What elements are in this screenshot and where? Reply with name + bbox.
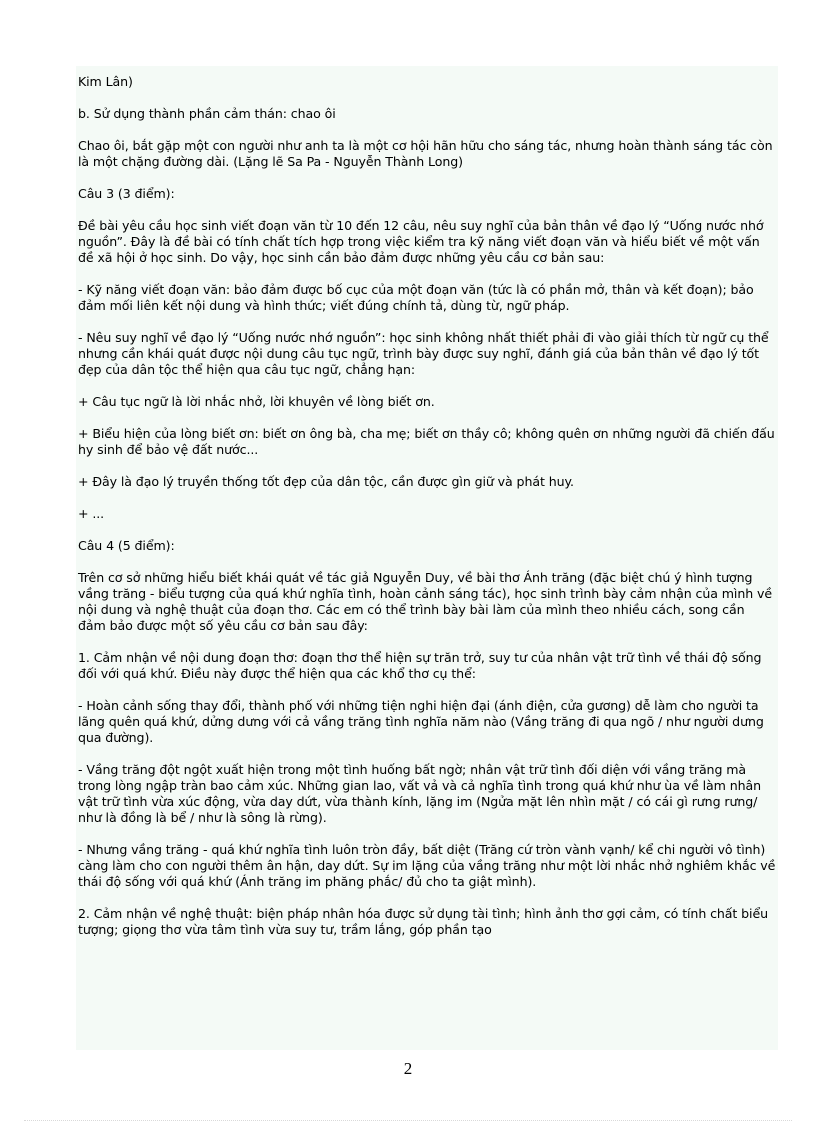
paragraph-2: b. Sử dụng thành phần cảm thán: chao ôi xyxy=(78,106,336,121)
paragraph-14: 1. Cảm nhận về nội dung đoạn thơ: đoạn thơ thể hiện sự trăn trở, suy tư của nhân vật trữ tình về thái độ sống đối với quá khứ. Điều này được thể hiện qua các khổ thơ cụ thể: xyxy=(78,650,762,681)
document-body xyxy=(76,66,778,1050)
page-bottom-divider xyxy=(24,1120,792,1121)
paragraph-15: - Hoàn cảnh sống thay đổi, thành phố với những tiện nghi hiện đại (ánh điện, cửa gương) dễ làm cho người ta lãng quên quá khứ, dửng dưng với cả vầng trăng tình nghĩa năm nào (Vầng trăng đi qua ngõ / như người dưng qua đường). xyxy=(78,698,764,745)
paragraph-6: - Kỹ năng viết đoạn văn: bảo đảm được bố cục của một đoạn văn (tức là có phần mở, thân và kết đoạn); bảo đảm mối liên kết nội dung và hình thức; viết đúng chính tả, dùng từ, ngữ pháp. xyxy=(78,282,754,313)
paragraph-5: Đề bài yêu cầu học sinh viết đoạn văn từ 10 đến 12 câu, nêu suy nghĩ của bản thân về đạo lý “Uống nước nhớ nguồn”. Đây là đề bài có tính chất tích hợp trong việc kiểm tra kỹ năng viết đoạn văn và hiểu biết về một vấn đề xã hội ở học sinh. Do vậy, học sinh cần bảo đảm được những yêu cầu cơ bản sau: xyxy=(78,218,764,265)
paragraph-11: + ... xyxy=(78,506,105,521)
paragraph-1: Kim Lân) xyxy=(78,74,133,89)
paragraph-8: + Câu tục ngữ là lời nhắc nhở, lời khuyên về lòng biết ơn. xyxy=(78,394,435,409)
paragraph-9: + Biểu hiện của lòng biết ơn: biết ơn ông bà, cha mẹ; biết ơn thầy cô; không quên ơn những người đã chiến đấu hy sinh để bảo vệ đất nước... xyxy=(78,426,775,457)
paragraph-18: 2. Cảm nhận về nghệ thuật: biện pháp nhân hóa được sử dụng tài tình; hình ảnh thơ gợi cảm, có tính chất biểu tượng; giọng thơ vừa tâm tình vừa suy tư, trầm lắng, góp phần tạo xyxy=(78,906,768,937)
paragraph-13: Trên cơ sở những hiểu biết khái quát về tác giả Nguyễn Duy, về bài thơ Ánh trăng (đặc biệt chú ý hình tượng vầng trăng - biểu tượng của quá khứ nghĩa tình, hoàn cảnh sáng tác), học sinh trình bày cảm nhận của mình về nội dung và nghệ thuật của đoạn thơ. Các em có thể trình bày bài làm của mình theo nhiều cách, song cần đảm bảo được một số yêu cầu cơ bản sau đây: xyxy=(78,570,772,633)
paragraph-10: + Đây là đạo lý truyền thống tốt đẹp của dân tộc, cần được gìn giữ và phát huy. xyxy=(78,474,574,489)
page-number: 2 xyxy=(403,1059,413,1078)
paragraph-3: Chao ôi, bắt gặp một con người như anh ta là một cơ hội hãn hữu cho sáng tác, nhưng hoàn thành sáng tác còn là một chặng đường dài. (Lặng lẽ Sa Pa - Nguyễn Thành Long) xyxy=(78,138,773,169)
paragraph-16: - Vầng trăng đột ngột xuất hiện trong một tình huống bất ngờ; nhân vật trữ tình đối diện với vầng trăng mà trong lòng ngập tràn bao cảm xúc. Những gian lao, vất vả và cả nghĩa tình trong quá khứ như ùa về làm nhân vật trữ tình vừa xúc động, vừa day dứt, vừa thành kính, lặng im (Ngửa mặt lên nhìn mặt / có cái gì rưng rưng/ như là đồng là bể / như là sông là rừng). xyxy=(78,762,761,825)
section-heading-cau-3: Câu 3 (3 điểm): xyxy=(78,186,175,201)
paragraph-17: - Nhưng vầng trăng - quá khứ nghĩa tình luôn tròn đầy, bất diệt (Trăng cứ tròn vành vạnh/ kể chi người vô tình) càng làm cho con người thêm ân hận, day dứt. Sự im lặng của vầng trăng như một lời nhắc nhở nghiêm khắc về thái độ sống với quá khứ (Ánh trăng im phăng phắc/ đủ cho ta giật mình). xyxy=(78,842,776,889)
section-heading-cau-4: Câu 4 (5 điểm): xyxy=(78,538,175,553)
paragraph-7: - Nêu suy nghĩ về đạo lý “Uống nước nhớ nguồn”: học sinh không nhất thiết phải đi vào giải thích từ ngữ cụ thể nhưng cần khái quát được nội dung câu tục ngữ, trình bày được suy nghĩ, đánh giá của bản thân về đạo lý tốt đẹp của dân tộc thể hiện qua câu tục ngữ, chẳng hạn: xyxy=(78,330,769,377)
